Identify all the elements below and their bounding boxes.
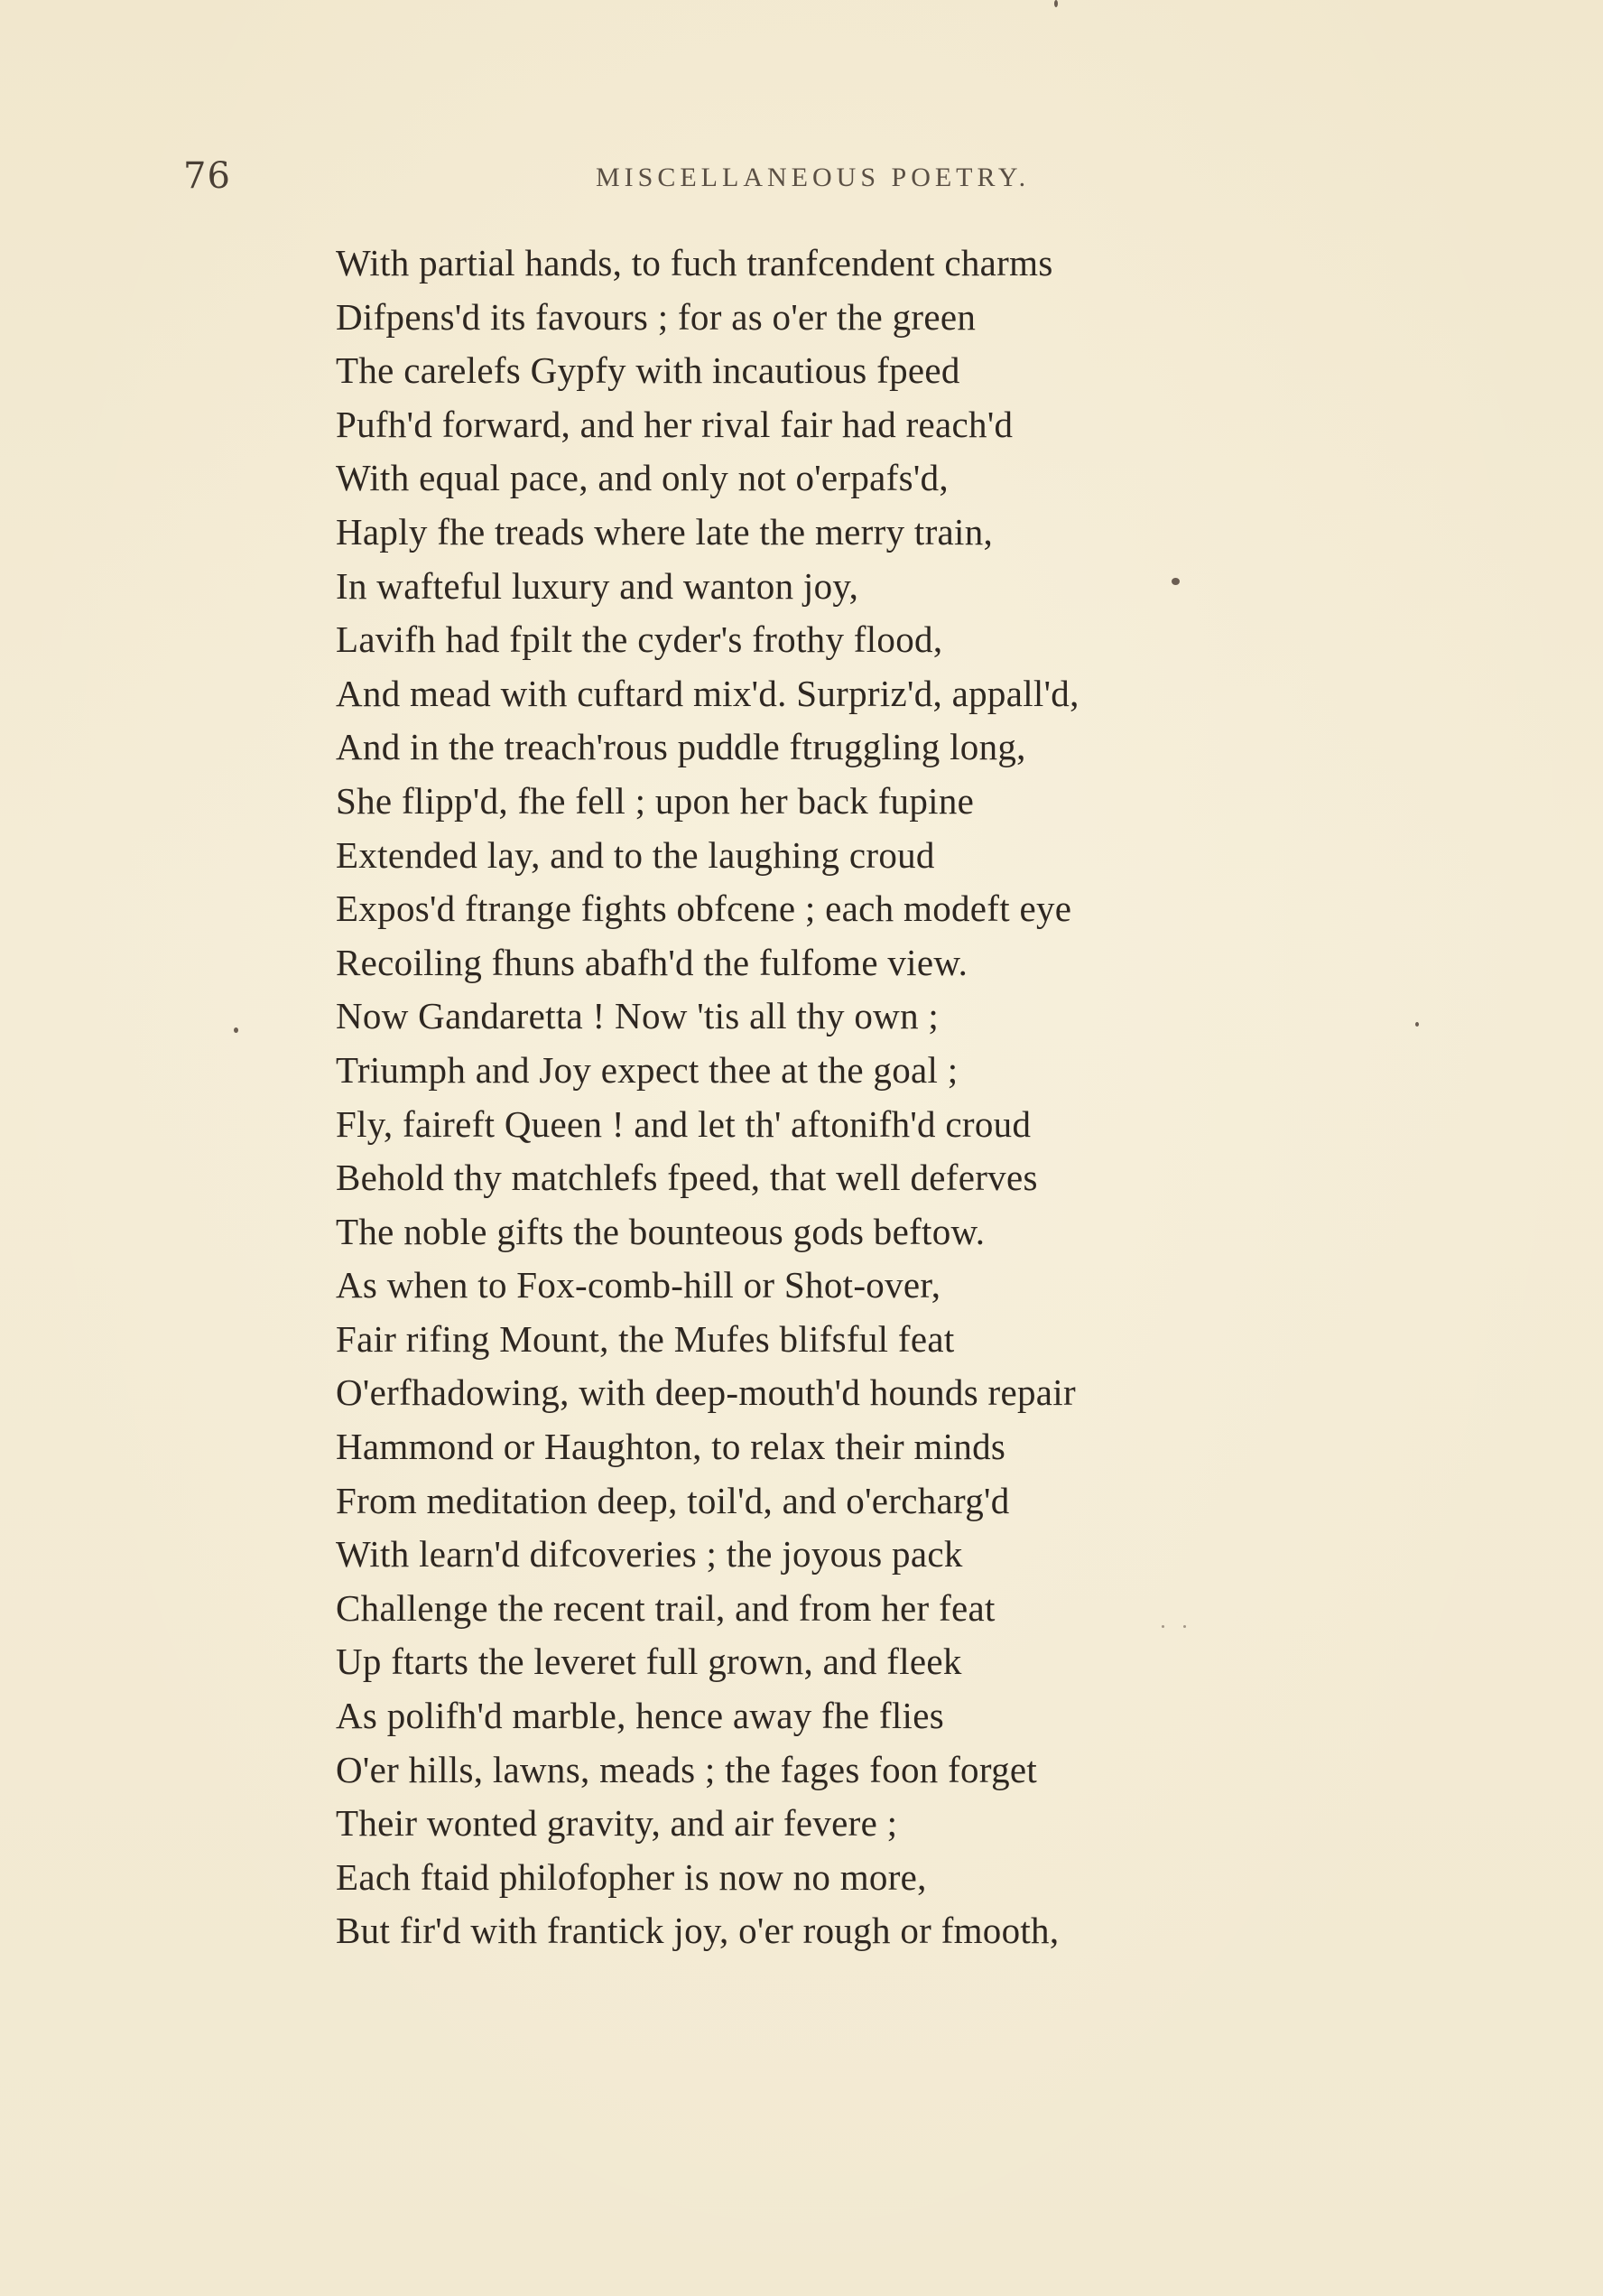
paper-speck (1054, 0, 1058, 7)
poem-line: Lavifh had fpilt the cyder's frothy flood, (336, 618, 943, 661)
poem-line: With equal pace, and only not o'erpafs'd, (336, 457, 949, 499)
poem-line: Up ftarts the leveret full grown, and fleek (336, 1641, 962, 1683)
poem-line: Behold thy matchlefs fpeed, that well deferves (336, 1157, 1038, 1199)
poem-line: Challenge the recent trail, and from her feat (336, 1586, 996, 1629)
paper-speck (1172, 578, 1180, 585)
poem-line: As polifh'd marble, hence away fhe flies (336, 1695, 945, 1737)
paper-speck (1415, 1022, 1419, 1027)
poem-line: She flipp'd, fhe fell ; upon her back fupine (336, 779, 975, 822)
running-head (0, 155, 1603, 209)
poem-line: O'erfhadowing, with deep-mouth'd hounds repair (336, 1371, 1076, 1414)
poem-line: Fly, faireft Queen ! and let th' aftonifh'd croud (336, 1102, 1032, 1145)
poem-line: With learn'd difcoveries ; the joyous pack (336, 1533, 963, 1576)
poem-line: Expos'd ftrange fights obfcene ; each modeft eye (336, 888, 1072, 930)
poem-line: As when to Fox-comb-hill or Shot-over, (336, 1264, 941, 1306)
section-title: MISCELLANEOUS POETRY. (596, 163, 1031, 192)
poem-line: Now Gandaretta ! Now 'tis all thy own ; (336, 995, 940, 1037)
poem-line: Difpens'd its favours ; for as o'er the green (336, 295, 977, 338)
poem-line: Extended lay, and to the laughing croud (336, 833, 935, 876)
poem-line: In wafteful luxury and wanton joy, (336, 564, 859, 607)
poem-line: Pufh'd forward, and her rival fair had reach'd (336, 403, 1014, 445)
poem-text (336, 237, 1374, 1958)
poem-line: With partial hands, to fuch tranfcendent charms (336, 242, 1053, 284)
poem-line: And mead with cuftard mix'd. Surpriz'd, appall'd, (336, 672, 1079, 714)
page-number: 76 (183, 155, 231, 197)
paper-speck (234, 1027, 238, 1033)
poem-line: The carelefs Gypfy with incautious fpeed (336, 349, 960, 392)
poem-line: Haply fhe treads where late the merry train, (336, 510, 994, 553)
paper-speck (1183, 1625, 1186, 1628)
paper-speck (1162, 1625, 1164, 1628)
poem-line: But fir'd with frantick joy, o'er rough or fmooth, (336, 1910, 1060, 1952)
poem-line: Fair rifing Mount, the Mufes blifsful feat (336, 1317, 955, 1360)
poem-line: The noble gifts the bounteous gods beftow. (336, 1210, 986, 1252)
poem-line: Each ftaid philofopher is now no more, (336, 1855, 927, 1898)
poem-line: Triumph and Joy expect thee at the goal ; (336, 1048, 959, 1091)
poem-line: Hammond or Haughton, to relax their minds (336, 1426, 1006, 1468)
poem-line: Their wonted gravity, and air fevere ; (336, 1802, 898, 1845)
poem-line: Recoiling fhuns abafh'd the fulfome view. (336, 941, 968, 983)
poem-line: From meditation deep, toil'd, and o'ercharg'd (336, 1479, 1010, 1521)
poem-line: O'er hills, lawns, meads ; the fages foon forget (336, 1748, 1038, 1790)
poem-line: And in the treach'rous puddle ftruggling long, (336, 726, 1026, 768)
